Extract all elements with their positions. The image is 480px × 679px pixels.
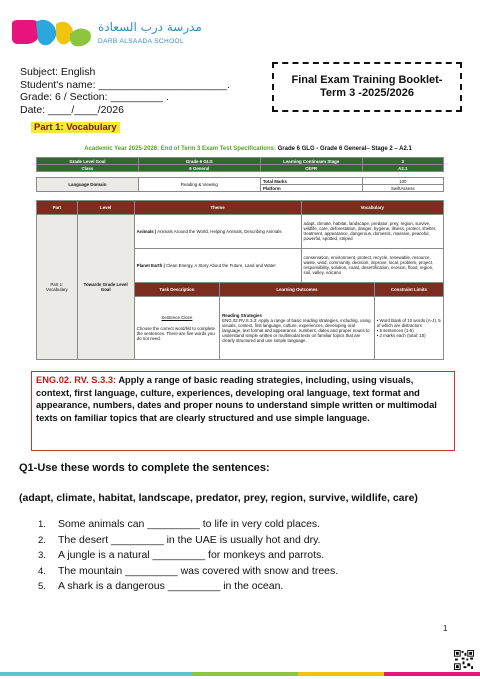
page-number: 1: [443, 624, 448, 633]
sentence-number: 1.: [38, 519, 46, 530]
school-name-english: DARB ALSAADA SCHOOL: [98, 38, 184, 45]
theme-planet-topics: Clean Energy, A Story About the Future, Land and Water: [164, 262, 276, 268]
booklet-title-line2: Term 3 -2025/2026: [320, 87, 414, 99]
vocab-planet-earth: conservation, environment, protect, recycle, renewable, resource, waste, wind, community, decision, improve, local, problem, project, responsibility, solution, coast, desertification, erosion, flood, region, soil, valley, volcano: [301, 248, 443, 282]
booklet-title-line1: Final Exam Training Booklet-: [291, 74, 443, 86]
spec-title-suffix: Grade 6 GLG - Grade 6 General– Stage 2 – A2.1: [275, 146, 412, 152]
sentence-item: [38, 548, 458, 564]
level-value: Towards Grade Level Goal: [77, 214, 134, 359]
theme-animals: [134, 214, 301, 248]
spec-header-table: [36, 157, 444, 172]
task-description: Choose the correct word/list to complete the sentences. There are five words you do not need.: [136, 325, 215, 341]
sentence-number: 4.: [38, 565, 46, 577]
cefr-label: CEFR: [260, 165, 362, 172]
footer-color-bars: [0, 672, 480, 676]
spec-domain-table: [36, 177, 444, 192]
theme-animals-topics: Animals Around the World, Helping Animals, Describing Animals: [156, 228, 282, 234]
word-bank: (adapt, climate, habitat, landscape, predator, prey, region, survive, wildlife, care): [19, 492, 418, 504]
sentence-item: [38, 579, 458, 595]
student-name-line: Student's name: ______________________.: [20, 78, 230, 91]
cefr-value: A2.1: [362, 165, 443, 172]
subject-line: Subject: English: [20, 66, 96, 78]
grade-line: Grade: 6 / Section: _________ .: [20, 91, 169, 103]
vocab-animals: adapt, climate, habitat, landscape, predator, prey, region, survive, wildlife, care, deforestation, danger, hygiene, illness, protect, shelter, treatment, appearance, dangerous, domestic, massive, peaceful, powerful, spotted, striped: [301, 214, 443, 248]
task-description-cell: [134, 296, 219, 359]
learning-outcome-box: [31, 371, 455, 451]
outcome-title: Reading Strategies: [222, 312, 262, 318]
sentence-item: [38, 533, 458, 549]
sentence-text: A jungle is a natural _________ for monkeys and parrots.: [58, 549, 325, 561]
outcome-text: ENG.02.RV.S.3.3: Apply a range of basic reading strategies, including, using visuals, context, first language, culture, experiences, developing oral language, text format and appearance, numbers, dates and proper nouns to understand simple written or multimodal texts on familiar topics that are clearly structured and use simple language.: [222, 317, 371, 343]
sentence-item: [38, 517, 458, 533]
theme-planet-earth: [134, 248, 301, 282]
sentence-item: [38, 564, 458, 580]
part-value: Part 1: Vocabulary: [37, 214, 78, 359]
theme-planet-title: Planet Earth |: [136, 262, 165, 268]
constraint-2: • 5 sentences (1-5): [376, 327, 414, 333]
sentence-list: [38, 517, 458, 595]
sentence-text: Some animals can _________ to life in very cold places.: [58, 518, 321, 530]
platform-label: Platform: [260, 185, 362, 192]
date-line: Date: ____/____/2026: [20, 103, 124, 116]
sentence-text: The mountain _________ was covered with snow and trees.: [58, 564, 339, 577]
footer-bar-pink: [384, 672, 480, 676]
student-info: [20, 66, 230, 116]
col-vocabulary: Vocabulary: [301, 201, 443, 215]
col-task-description: Task Description: [134, 282, 219, 296]
lc-stage-value: 2: [362, 158, 443, 165]
footer-bar-teal: [0, 672, 192, 676]
outcome-description: Apply a range of basic reading strategies, including, using visuals, context, first language, culture, experiences, developing oral language, text format and appearance, numbers, dates and proper nouns to understand simple written or multimodal texts on familiar topics that are clearly structured and use simple language.: [36, 375, 437, 423]
total-marks-label: Total Marks: [260, 178, 362, 185]
theme-animals-title: Animals |: [136, 228, 157, 234]
col-learning-outcomes: Learning Outcomes: [220, 282, 375, 296]
booklet-title-box: [272, 62, 462, 112]
school-logo: [10, 18, 202, 52]
spec-main-table: [36, 200, 444, 360]
col-part: Part: [37, 201, 78, 215]
part-heading: Part 1: Vocabulary: [31, 122, 120, 133]
lc-stage-label: Learning Continuum Stage: [260, 158, 362, 165]
sentence-number: 3.: [38, 550, 46, 561]
language-domain-value: Reading & Viewing: [138, 178, 260, 192]
class-value: 6 General: [138, 165, 260, 172]
school-logo-mark: [10, 18, 94, 50]
footer-bar-yellow: [298, 672, 384, 676]
footer-bar-green: [192, 672, 298, 676]
sentence-text: A shark is a dangerous _________ in the ocean.: [58, 580, 284, 592]
col-theme: Theme: [134, 201, 301, 215]
task-title: Sentence Cloze: [161, 314, 193, 320]
qr-code-icon: [454, 650, 474, 670]
sentence-number: 5.: [38, 581, 46, 592]
grade-level-goal-label: Grade Level Goal: [37, 158, 139, 165]
platform-value: SwiftAssess: [362, 185, 443, 192]
constraint-1: • Word Bank of 10 words (A-J), 5 of which are distractors: [376, 317, 441, 328]
spec-title-prefix: Academic Year 2025-2026: End of Term 3 Exam Test Specifications:: [84, 146, 276, 152]
learning-outcomes-cell: [220, 296, 375, 359]
col-level: Level: [77, 201, 134, 215]
class-label: Class: [37, 165, 139, 172]
constraint-3: • 2 marks each (total: 10): [376, 332, 426, 338]
total-marks-value: 100: [362, 178, 443, 185]
sentence-number: 2.: [38, 534, 46, 546]
spec-title: [58, 146, 438, 152]
question-title: Q1-Use these words to complete the sentences:: [19, 462, 270, 474]
constraint-limits-cell: [374, 296, 443, 359]
col-constraint-limits: Constraint Limits: [374, 282, 443, 296]
sentence-text: The desert _________ in the UAE is usually hot and dry.: [58, 533, 321, 546]
school-name-arabic: مدرسة درب السعادة: [98, 20, 202, 34]
outcome-code: ENG.02. RV. S.3.3:: [36, 375, 117, 385]
grade-level-goal-value: Grade 6 GLG: [138, 158, 260, 165]
language-domain-label: Language Domain: [37, 178, 139, 192]
